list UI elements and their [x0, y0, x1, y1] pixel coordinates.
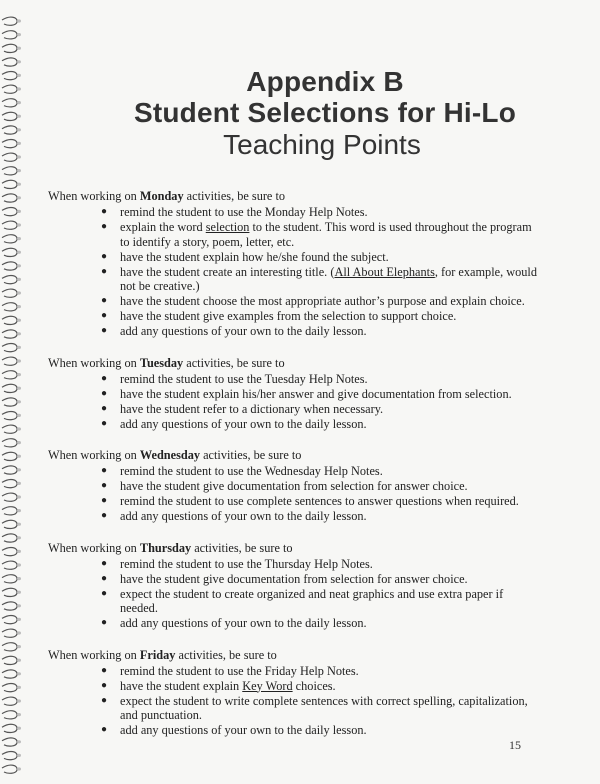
list-item: [48, 417, 568, 432]
spiral-coil: [2, 357, 17, 365]
punch-hole: [17, 414, 21, 417]
spiral-coil: [2, 575, 17, 583]
teaching-points: [48, 189, 568, 755]
title-block: [0, 66, 600, 162]
list-item: [48, 402, 568, 417]
punch-hole: [17, 727, 21, 730]
punch-hole: [17, 631, 21, 634]
item-text: remind the student to use the Monday Help Notes.: [120, 205, 368, 219]
section-tuesday: [48, 356, 568, 432]
bullet-icon: ●: [101, 310, 108, 321]
item-text: have the student explain his/her answer and give documentation from selection.: [120, 386, 512, 401]
spiral-coil: [2, 724, 17, 732]
bullet-icon: ●: [101, 664, 108, 676]
underlined-term: All About Elephants: [334, 264, 435, 279]
bullet-icon: ●: [101, 265, 108, 277]
bullet-list: [48, 557, 568, 631]
list-item: [48, 464, 568, 479]
punch-hole: [17, 305, 21, 308]
spiral-coil: [2, 248, 17, 256]
punch-hole: [17, 400, 21, 403]
punch-hole: [17, 686, 21, 689]
item-text: add any questions of your own to the daily lesson.: [120, 723, 367, 737]
item-text: have the student explain how he/she found the subject.: [120, 249, 389, 264]
spiral-coil: [2, 643, 17, 651]
bullet-icon: ●: [101, 495, 108, 506]
spiral-coil: [2, 330, 17, 338]
punch-hole: [17, 495, 21, 498]
page-number: 15: [509, 738, 521, 752]
item-text: choices.: [292, 678, 336, 693]
bullet-icon: ●: [101, 510, 108, 521]
title-main: Student Selections for Hi-Lo: [133, 97, 517, 128]
spiral-coil: [2, 289, 17, 297]
punch-hole: [17, 196, 21, 199]
item-text: have the student give documentation from selection for answer choice.: [120, 571, 468, 586]
punch-hole: [17, 536, 21, 539]
day-name: Wednesday: [139, 448, 201, 462]
section-wednesday: [48, 448, 568, 524]
item-text: expect the student to write complete sentences with correct spelling, capitalization, and punctuation.: [120, 693, 528, 722]
punch-hole: [17, 713, 21, 716]
bullet-icon: ●: [101, 480, 108, 491]
bullet-list: [48, 205, 568, 339]
item-text: add any questions of your own to the daily lesson.: [120, 509, 367, 523]
item-text: to the student. This word is used throughout the program to identify a story, poem, letter, etc.: [120, 220, 532, 249]
punch-hole: [17, 563, 21, 566]
item-text: remind the student to use complete sentences to answer questions when required.: [120, 494, 519, 508]
bullet-icon: ●: [101, 572, 108, 584]
section-intro: [48, 541, 568, 556]
spiral-coil: [2, 180, 17, 188]
bullet-list: [48, 464, 568, 524]
item-text: remind the student to use the Wednesday Help Notes.: [120, 464, 383, 478]
punch-hole: [17, 468, 21, 471]
spiral-coil: [2, 412, 17, 420]
list-item: [48, 572, 568, 587]
bullet-icon: ●: [101, 402, 108, 414]
punch-hole: [17, 645, 21, 648]
spiral-coil: [2, 344, 17, 352]
list-item: [48, 557, 568, 572]
spiral-coil: [2, 561, 17, 569]
list-item: [48, 324, 568, 339]
punch-hole: [17, 672, 21, 675]
item-text: have the student create an interesting title. (: [120, 264, 335, 279]
item-text: remind the student to use the Friday Help Notes.: [120, 663, 359, 678]
item-text: add any questions of your own to the daily lesson.: [120, 616, 367, 630]
bullet-icon: ●: [101, 372, 108, 384]
bullet-icon: ●: [101, 557, 108, 569]
day-name: Friday: [139, 647, 176, 662]
punch-hole: [17, 754, 21, 757]
list-item: [48, 587, 568, 616]
bullet-icon: ●: [101, 221, 108, 232]
spiral-coil: [2, 31, 17, 39]
bullet-icon: ●: [101, 295, 108, 306]
section-monday: [48, 189, 568, 339]
bullet-icon: ●: [101, 617, 108, 628]
underlined-term: selection: [205, 220, 250, 234]
spiral-coil: [2, 520, 17, 528]
punch-hole: [17, 237, 21, 240]
punch-hole: [17, 427, 21, 430]
spiral-coil: [2, 602, 17, 610]
intro-text: activities, be sure to: [175, 647, 277, 662]
spiral-coil: [2, 684, 17, 692]
intro-text: activities, be sure to: [183, 355, 285, 370]
spiral-coil: [2, 588, 17, 596]
punch-hole: [17, 455, 21, 458]
intro-text: When working on: [48, 647, 140, 662]
section-intro: [48, 648, 568, 663]
spiral-coil: [2, 452, 17, 460]
list-item: [48, 250, 568, 265]
spiral-coil: [2, 303, 17, 311]
bullet-icon: ●: [101, 250, 108, 262]
item-text: add any questions of your own to the daily lesson.: [120, 416, 367, 431]
bullet-icon: ●: [101, 387, 108, 399]
spiral-coil: [2, 235, 17, 243]
underlined-term: Key Word: [242, 678, 293, 693]
section-friday: [48, 648, 568, 738]
punch-hole: [17, 60, 21, 63]
bullet-icon: ●: [101, 206, 108, 217]
list-item: [48, 723, 568, 738]
punch-hole: [17, 291, 21, 294]
intro-text: When working on: [48, 355, 140, 370]
spiral-coil: [2, 384, 17, 392]
list-item: [48, 616, 568, 631]
section-thursday: [48, 541, 568, 631]
item-text: remind the student to use the Tuesday Help Notes.: [120, 371, 368, 386]
bullet-list: [48, 372, 568, 432]
spiral-coil: [2, 371, 17, 379]
punch-hole: [17, 319, 21, 322]
punch-hole: [17, 332, 21, 335]
punch-hole: [17, 740, 21, 743]
list-item: [48, 220, 568, 249]
spiral-coil: [2, 17, 17, 25]
spiral-coil: [2, 167, 17, 175]
intro-text: activities, be sure to: [200, 448, 302, 462]
punch-hole: [17, 359, 21, 362]
title-appendix: Appendix B: [246, 66, 404, 97]
punch-hole: [17, 264, 21, 267]
bullet-icon: ●: [101, 325, 108, 336]
section-intro: [48, 356, 568, 371]
item-text: have the student refer to a dictionary when necessary.: [120, 401, 384, 416]
punch-hole: [17, 183, 21, 186]
punch-hole: [17, 604, 21, 607]
item-text: remind the student to use the Thursday Help Notes.: [120, 556, 373, 571]
punch-hole: [17, 482, 21, 485]
intro-text: When working on: [48, 448, 140, 462]
list-item: [48, 309, 568, 324]
punch-hole: [17, 210, 21, 213]
punch-hole: [17, 19, 21, 22]
spiral-coil: [2, 711, 17, 719]
item-text: have the student give documentation from selection for answer choice.: [120, 479, 468, 493]
punch-hole: [17, 47, 21, 50]
intro-text: When working on: [48, 189, 140, 203]
punch-hole: [17, 591, 21, 594]
punch-hole: [17, 251, 21, 254]
punch-hole: [17, 373, 21, 376]
list-item: [48, 205, 568, 220]
punch-hole: [17, 169, 21, 172]
day-name: Thursday: [139, 540, 192, 555]
list-item: [48, 265, 568, 294]
punch-hole: [17, 523, 21, 526]
spiral-coil: [2, 493, 17, 501]
spiral-coil: [2, 534, 17, 542]
spiral-coil: [2, 616, 17, 624]
punch-hole: [17, 699, 21, 702]
spiral-coil: [2, 480, 17, 488]
spiral-coil: [2, 548, 17, 556]
list-item: [48, 479, 568, 494]
spiral-coil: [2, 466, 17, 474]
list-item: [48, 679, 568, 694]
day-name: Tuesday: [139, 355, 184, 370]
list-item: [48, 494, 568, 509]
bullet-icon: ●: [101, 417, 108, 429]
bullet-icon: ●: [101, 679, 108, 691]
spiral-coil: [2, 439, 17, 447]
title-subtitle: Teaching Points: [223, 129, 421, 160]
intro-text: When working on: [48, 540, 140, 555]
item-text: , for example, would not be creative.): [120, 264, 537, 293]
spiral-coil: [2, 208, 17, 216]
list-item: [48, 664, 568, 679]
bullet-icon: ●: [101, 465, 108, 476]
bullet-icon: ●: [101, 694, 108, 706]
punch-hole: [17, 659, 21, 662]
item-text: add any questions of your own to the daily lesson.: [120, 324, 367, 338]
list-item: [48, 694, 568, 723]
bullet-list: [48, 664, 568, 738]
spiral-coil: [2, 656, 17, 664]
spiral-coil: [2, 316, 17, 324]
item-text: expect the student to create organized and neat graphics and use extra paper if needed.: [120, 586, 504, 615]
item-text: explain the word: [120, 220, 206, 234]
punch-hole: [17, 767, 21, 770]
spiral-coil: [2, 752, 17, 760]
bullet-icon: ●: [101, 587, 108, 599]
punch-hole: [17, 577, 21, 580]
section-intro: [48, 448, 568, 463]
spiral-coil: [2, 738, 17, 746]
spiral-coil: [2, 58, 17, 66]
item-text: have the student explain: [120, 678, 243, 693]
punch-hole: [17, 223, 21, 226]
punch-hole: [17, 33, 21, 36]
spiral-coil: [2, 425, 17, 433]
day-name: Monday: [139, 189, 184, 203]
spiral-coil: [2, 670, 17, 678]
list-item: [48, 372, 568, 387]
item-text: have the student choose the most appropriate author’s purpose and explain choice.: [120, 294, 525, 308]
list-item: [48, 509, 568, 524]
spiral-coil: [2, 276, 17, 284]
punch-hole: [17, 387, 21, 390]
spiral-coil: [2, 507, 17, 515]
punch-hole: [17, 509, 21, 512]
spiral-coil: [2, 221, 17, 229]
intro-text: activities, be sure to: [183, 189, 286, 203]
intro-text: activities, be sure to: [191, 540, 293, 555]
spiral-coil: [2, 697, 17, 705]
section-intro: [48, 189, 568, 204]
punch-hole: [17, 618, 21, 621]
bullet-icon: ●: [101, 724, 108, 735]
punch-hole: [17, 278, 21, 281]
list-item: [48, 387, 568, 402]
spiral-coil: [2, 629, 17, 637]
spiral-coil: [2, 44, 17, 52]
punch-hole: [17, 346, 21, 349]
list-item: [48, 294, 568, 309]
spiral-coil: [2, 262, 17, 270]
punch-hole: [17, 550, 21, 553]
punch-hole: [17, 441, 21, 444]
item-text: have the student give examples from the selection to support choice.: [120, 309, 457, 323]
spiral-coil: [2, 398, 17, 406]
spiral-coil: [2, 765, 17, 773]
spiral-coil: [2, 194, 17, 202]
